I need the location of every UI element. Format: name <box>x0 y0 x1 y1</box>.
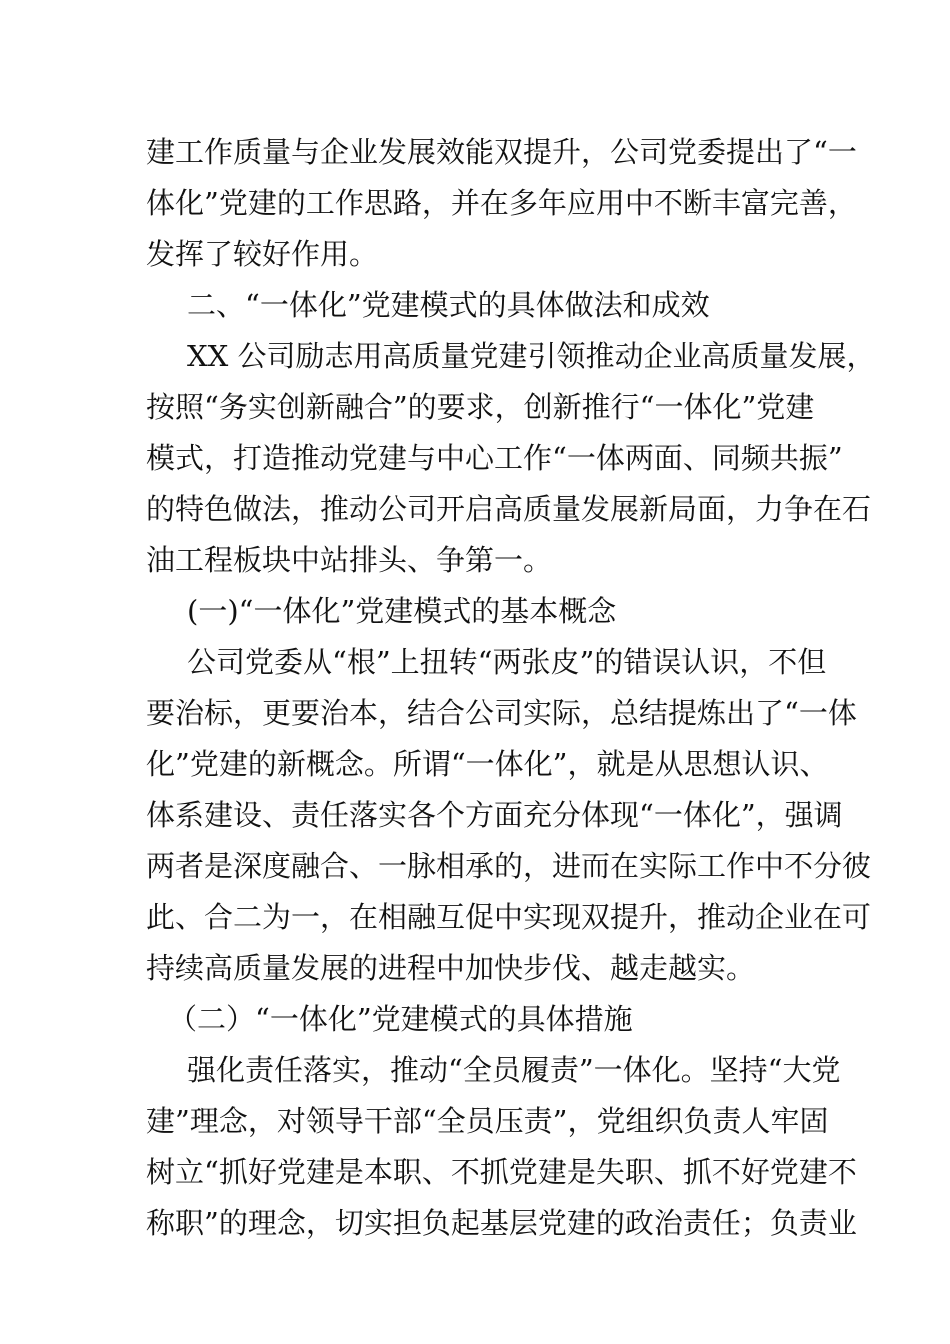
paragraph-line: XX 公司励志用高质量党建引领推动企业高质量发展， <box>187 339 876 373</box>
paragraph-line: 发挥了较好作用。 <box>146 237 379 271</box>
paragraph-line: 持续高质量发展的进程中加快步伐、越走越实。 <box>146 951 756 985</box>
paragraph-line: 建工作质量与企业发展效能双提升，公司党委提出了“一 <box>146 135 857 169</box>
paragraph-line: 建”理念，对领导干部“全员压责”，党组织负责人牢固 <box>146 1104 829 1138</box>
paragraph-line: 化”党建的新概念。所谓“一体化”，就是从思想认识、 <box>146 747 829 781</box>
paragraph-line: 强化责任落实，推动“全员履责”一体化。坚持“大党 <box>187 1053 841 1087</box>
paragraph-line: 体系建设、责任落实各个方面充分体现“一体化”，强调 <box>146 798 843 832</box>
paragraph-line: 称职”的理念，切实担负起基层党建的政治责任；负责业 <box>146 1206 857 1240</box>
paragraph-line: 体化”党建的工作思路，并在多年应用中不断丰富完善， <box>146 186 857 220</box>
paragraph-line: 要治标，更要治本，结合公司实际，总结提炼出了“一体 <box>146 696 857 730</box>
paragraph-line: 模式，打造推动党建与中心工作“一体两面、同频共振” <box>146 441 843 475</box>
section-heading: 二、“一体化”党建模式的具体做法和成效 <box>187 288 710 322</box>
subsection-heading: （二）“一体化”党建模式的具体措施 <box>168 1002 633 1036</box>
paragraph-line: 此、合二为一，在相融互促中实现双提升，推动企业在可 <box>146 900 872 934</box>
paragraph-line: 的特色做法，推动公司开启高质量发展新局面，力争在石 <box>146 492 872 526</box>
paragraph-line: 按照“务实创新融合”的要求，创新推行“一体化”党建 <box>146 390 815 424</box>
paragraph-line: 公司党委从“根”上扭转“两张皮”的错误认识，不但 <box>187 645 827 679</box>
paragraph-line: 树立“抓好党建是本职、不抓党建是失职、抓不好党建不 <box>146 1155 857 1189</box>
paragraph-line: 油工程板块中站排头、争第一。 <box>146 543 553 577</box>
paragraph-line: 两者是深度融合、一脉相承的，进而在实际工作中不分彼 <box>146 849 872 883</box>
subsection-heading: (一)“一体化”党建模式的基本概念 <box>187 594 617 628</box>
